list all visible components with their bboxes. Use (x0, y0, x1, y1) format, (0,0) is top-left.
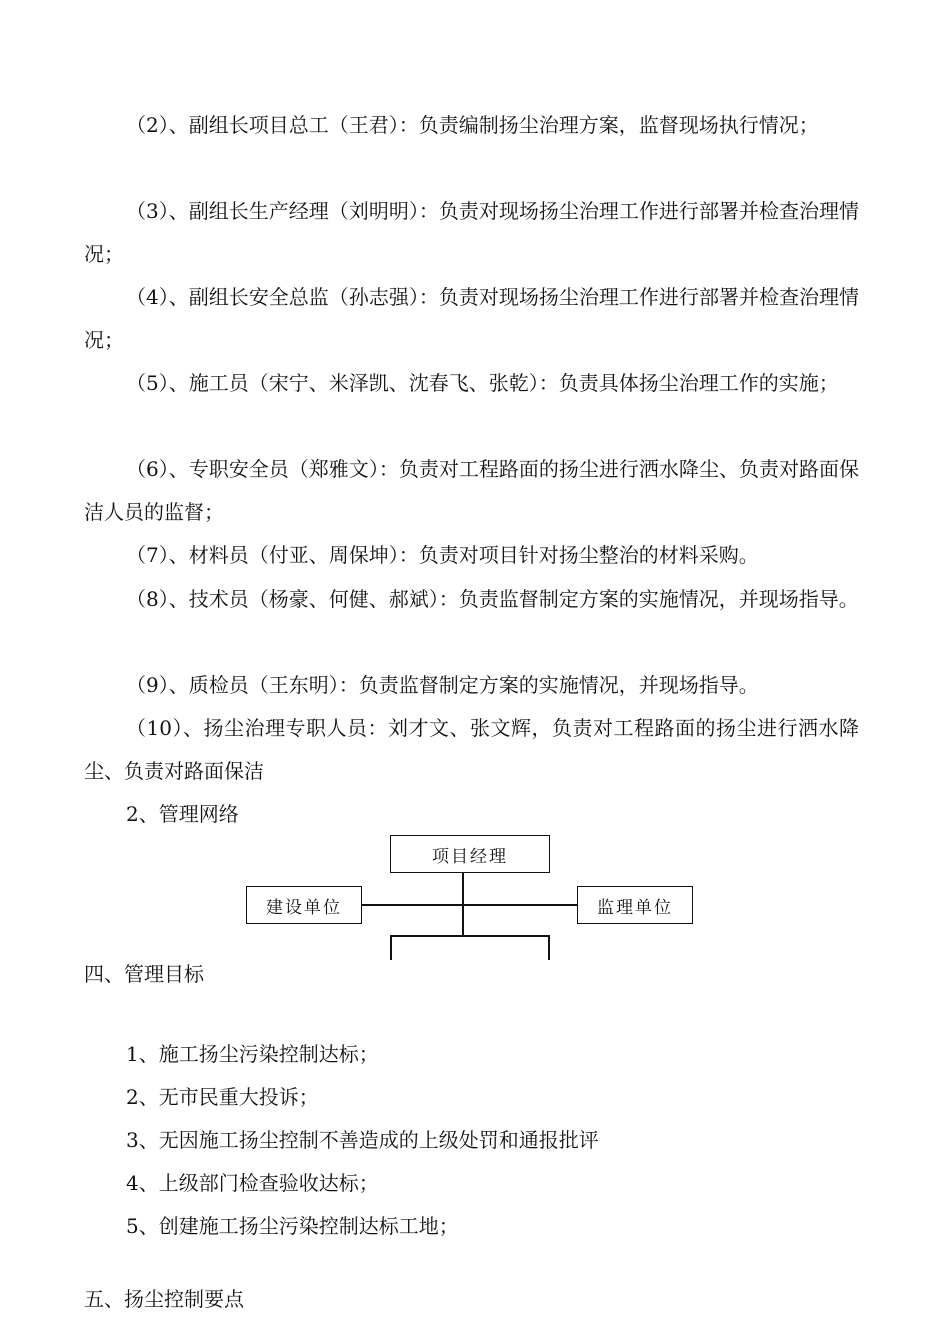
duty-paragraph-3: （3）、副组长生产经理（刘明明）：负责对现场扬尘治理工作进行部署并检查治理情况； (84, 199, 859, 266)
org-connector-horizontal (362, 904, 577, 906)
org-box-supervision-unit: 监理单位 (577, 886, 693, 924)
org-connector-lower-left (390, 935, 392, 960)
org-box-project-manager: 项目经理 (390, 835, 550, 873)
section5-heading: 五、扬尘控制要点 (84, 1287, 244, 1311)
section4-heading: 四、管理目标 (84, 962, 204, 986)
duty-paragraph-5: （5）、施工员（宋宁、米泽凯、沈春飞、张乾）：负责具体扬尘治理工作的实施； (126, 371, 839, 395)
duty-paragraph-2: （2）、副组长项目总工（王君）：负责编制扬尘治理方案，监督现场执行情况； (126, 113, 819, 137)
org-connector-lower-right (548, 935, 550, 960)
goal-item-2: 2、无市民重大投诉； (126, 1085, 319, 1109)
org-box-construction-unit: 建设单位 (246, 886, 362, 924)
duty-paragraph-8: （8）、技术员（杨豪、何健、郝斌）：负责监督制定方案的实施情况，并现场指导。 (126, 587, 859, 611)
duty-paragraph-4: （4）、副组长安全总监（孙志强）：负责对现场扬尘治理工作进行部署并检查治理情况； (84, 285, 859, 352)
goal-item-5: 5、创建施工扬尘污染控制达标工地； (126, 1214, 459, 1238)
duty-paragraph-6: （6）、专职安全员（郑雅文）：负责对工程路面的扬尘进行洒水降尘、负责对路面保洁人员的监督； (84, 457, 859, 524)
duty-paragraph-9: （9）、质检员（王东明）：负责监督制定方案的实施情况，并现场指导。 (126, 673, 759, 697)
goal-item-1: 1、施工扬尘污染控制达标； (126, 1042, 379, 1066)
goal-item-3: 3、无因施工扬尘控制不善造成的上级处罚和通报批评 (126, 1128, 599, 1152)
network-subheading: 2、管理网络 (126, 802, 239, 826)
goal-item-4: 4、上级部门检查验收达标； (126, 1171, 379, 1195)
org-connector-vertical (462, 873, 464, 936)
duty-paragraph-10: （10）、扬尘治理专职人员：刘才文、张文辉，负责对工程路面的扬尘进行洒水降尘、负责对路面保洁 (84, 716, 859, 783)
org-connector-lower-bar (390, 935, 550, 937)
duty-paragraph-7: （7）、材料员（付亚、周保坤）：负责对项目针对扬尘整治的材料采购。 (126, 543, 759, 567)
